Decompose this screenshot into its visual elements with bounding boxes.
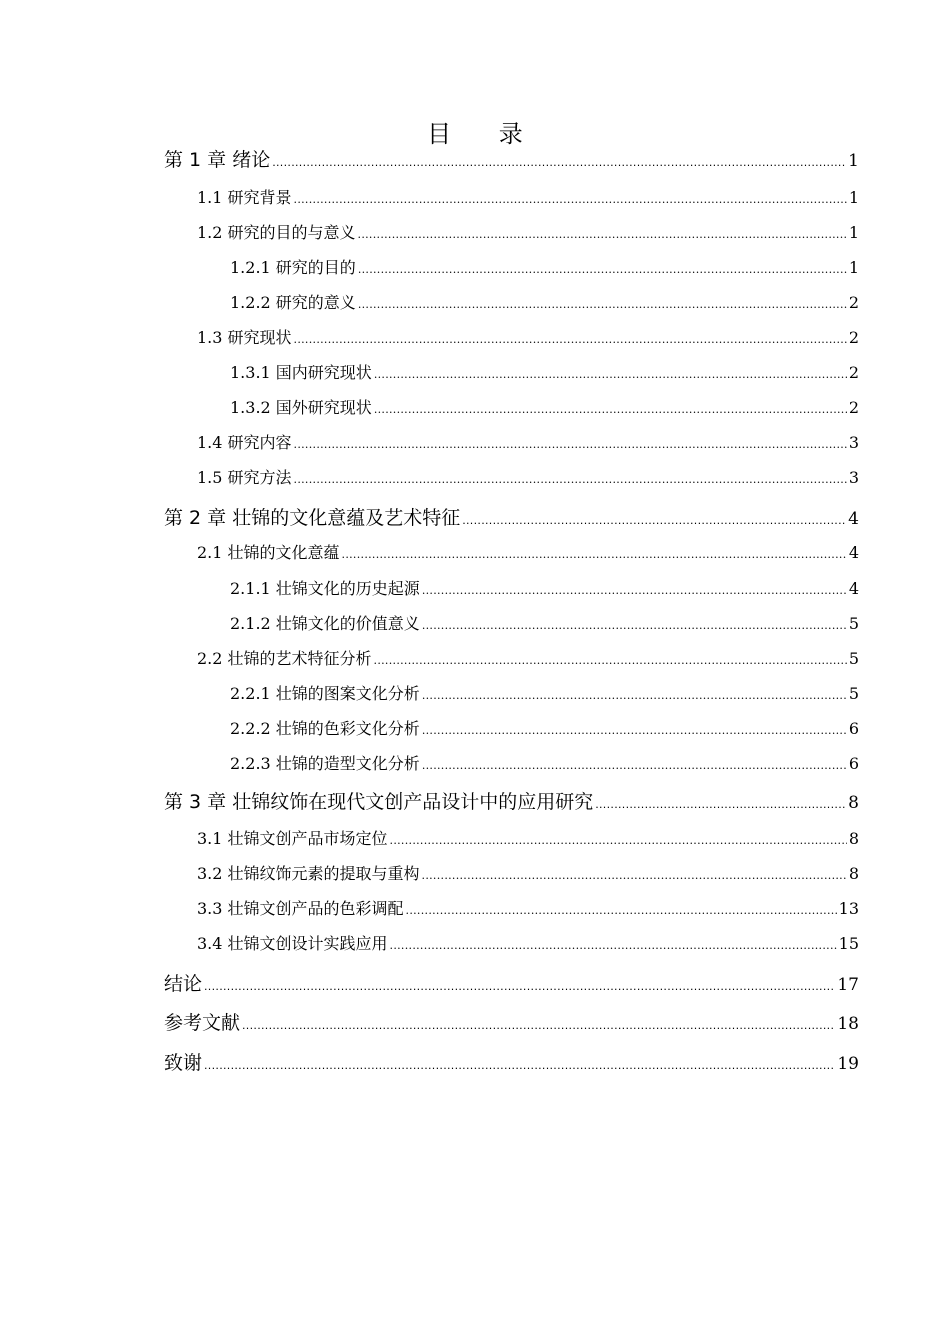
- toc-page-number: 1: [848, 151, 859, 171]
- toc-entry[interactable]: [197, 325, 859, 348]
- toc-page-number: 1: [848, 188, 859, 207]
- toc-entry-label: 1.2.2 研究的意义: [230, 293, 356, 312]
- leader-dots: [462, 514, 846, 527]
- toc-entry-label: 3.2 壮锦纹饰元素的提取与重构: [197, 864, 420, 883]
- toc-entry-label: 1.5 研究方法: [197, 468, 292, 487]
- toc-entry-chapter-2[interactable]: [164, 503, 859, 530]
- toc-page-number: 5: [848, 649, 859, 668]
- toc-page-number: 19: [837, 1054, 859, 1074]
- toc-entry[interactable]: [230, 360, 859, 383]
- leader-dots: [374, 403, 847, 416]
- toc-entry-acknowledgements[interactable]: [164, 1048, 859, 1075]
- toc-entry-label: 1.2.1 研究的目的: [230, 258, 356, 277]
- toc-page-number: 8: [848, 864, 859, 883]
- toc-page-number: 8: [848, 793, 859, 813]
- toc-entry[interactable]: [230, 576, 859, 599]
- toc-entry-label: 2.2 壮锦的艺术特征分析: [197, 649, 372, 668]
- toc-entry-chapter-1[interactable]: [164, 145, 859, 172]
- toc-entry-label: 1.3 研究现状: [197, 328, 292, 347]
- toc-entry[interactable]: [197, 540, 859, 563]
- toc-entry-label: 1.1 研究背景: [197, 188, 292, 207]
- toc-entry-label: 2.1 壮锦的文化意蕴: [197, 543, 340, 562]
- toc-entry[interactable]: [230, 611, 859, 634]
- page-title: 目 录: [427, 120, 543, 148]
- toc-entry[interactable]: [230, 395, 859, 418]
- leader-dots: [422, 689, 847, 702]
- leader-dots: [294, 438, 847, 451]
- leader-dots: [422, 869, 847, 882]
- toc-entry-label: 2.1.1 壮锦文化的历史起源: [230, 579, 420, 598]
- leader-dots: [374, 368, 847, 381]
- toc-entry-label: 结论: [164, 973, 203, 995]
- leader-dots: [342, 548, 847, 561]
- toc-page-number: 6: [848, 754, 859, 773]
- toc-entry[interactable]: [230, 716, 859, 739]
- toc-entry-label: 1.2 研究的目的与意义: [197, 223, 356, 242]
- toc-page-number: 3: [848, 433, 859, 452]
- toc-entry[interactable]: [230, 751, 859, 774]
- toc-entry-label: 第 1 章 绪论: [164, 149, 271, 171]
- toc-page-number: 3: [848, 468, 859, 487]
- toc-page-number: 1: [848, 258, 859, 277]
- leader-dots: [358, 298, 847, 311]
- toc-entry[interactable]: [197, 931, 859, 954]
- leader-dots: [595, 798, 846, 811]
- toc-entry-label: 2.2.2 壮锦的色彩文化分析: [230, 719, 420, 738]
- toc-page-number: 13: [838, 899, 859, 918]
- toc-page-number: 17: [837, 975, 859, 995]
- toc-entry-label: 致谢: [164, 1052, 203, 1074]
- leader-dots: [374, 654, 847, 667]
- toc-page-number: 5: [848, 614, 859, 633]
- toc-entry-label: 2.1.2 壮锦文化的价值意义: [230, 614, 420, 633]
- toc-entry[interactable]: [230, 681, 859, 704]
- toc-page-number: 18: [837, 1014, 859, 1034]
- toc-page-number: 4: [848, 543, 859, 562]
- leader-dots: [294, 193, 847, 206]
- toc-entry[interactable]: [230, 290, 859, 313]
- leader-dots: [294, 473, 847, 486]
- leader-dots: [294, 333, 847, 346]
- leader-dots: [406, 904, 837, 917]
- toc-page-number: 2: [848, 293, 859, 312]
- toc-entry-label: 第 2 章 壮锦的文化意蕴及艺术特征: [164, 507, 461, 529]
- toc-entry-label: 3.1 壮锦文创产品市场定位: [197, 829, 388, 848]
- toc-entry-label: 2.2.1 壮锦的图案文化分析: [230, 684, 420, 703]
- toc-entry-chapter-3[interactable]: [164, 787, 859, 814]
- toc-entry-label: 第 3 章 壮锦纹饰在现代文创产品设计中的应用研究: [164, 791, 594, 813]
- toc-page-number: 5: [848, 684, 859, 703]
- leader-dots: [422, 619, 847, 632]
- toc-page-number: 2: [848, 328, 859, 347]
- leader-dots: [390, 834, 847, 847]
- leader-dots: [204, 1059, 835, 1072]
- toc-entry-label: 3.3 壮锦文创产品的色彩调配: [197, 899, 404, 918]
- toc-page-number: 4: [848, 579, 859, 598]
- toc-entry[interactable]: [197, 896, 859, 919]
- leader-dots: [422, 584, 847, 597]
- toc-entry[interactable]: [197, 826, 859, 849]
- toc-entry-label: 参考文献: [164, 1012, 241, 1034]
- toc-entry[interactable]: [197, 861, 859, 884]
- leader-dots: [422, 724, 847, 737]
- toc-page-number: 2: [848, 398, 859, 417]
- leader-dots: [358, 263, 847, 276]
- leader-dots: [358, 228, 847, 241]
- toc-entry-label: 1.4 研究内容: [197, 433, 292, 452]
- toc-entry[interactable]: [197, 646, 859, 669]
- toc-page-number: 2: [848, 363, 859, 382]
- toc-entry-references[interactable]: [164, 1008, 859, 1035]
- toc-entry[interactable]: [197, 185, 859, 208]
- toc-entry[interactable]: [230, 255, 859, 278]
- leader-dots: [242, 1019, 835, 1032]
- toc-entry[interactable]: [197, 220, 859, 243]
- toc-page-number: 4: [848, 509, 859, 529]
- leader-dots: [204, 980, 835, 993]
- toc-entry[interactable]: [197, 465, 859, 488]
- toc-entry-label: 2.2.3 壮锦的造型文化分析: [230, 754, 420, 773]
- toc-entry-conclusion[interactable]: [164, 969, 859, 996]
- toc-page-number: 8: [848, 829, 859, 848]
- leader-dots: [272, 156, 846, 169]
- toc-entry[interactable]: [197, 430, 859, 453]
- toc-page-number: 15: [838, 934, 859, 953]
- toc-entry-label: 3.4 壮锦文创设计实践应用: [197, 934, 388, 953]
- toc-page-number: 6: [848, 719, 859, 738]
- toc-page-number: 1: [848, 223, 859, 242]
- toc-entry-label: 1.3.1 国内研究现状: [230, 363, 372, 382]
- toc-entry-label: 1.3.2 国外研究现状: [230, 398, 372, 417]
- leader-dots: [390, 939, 837, 952]
- leader-dots: [422, 759, 847, 772]
